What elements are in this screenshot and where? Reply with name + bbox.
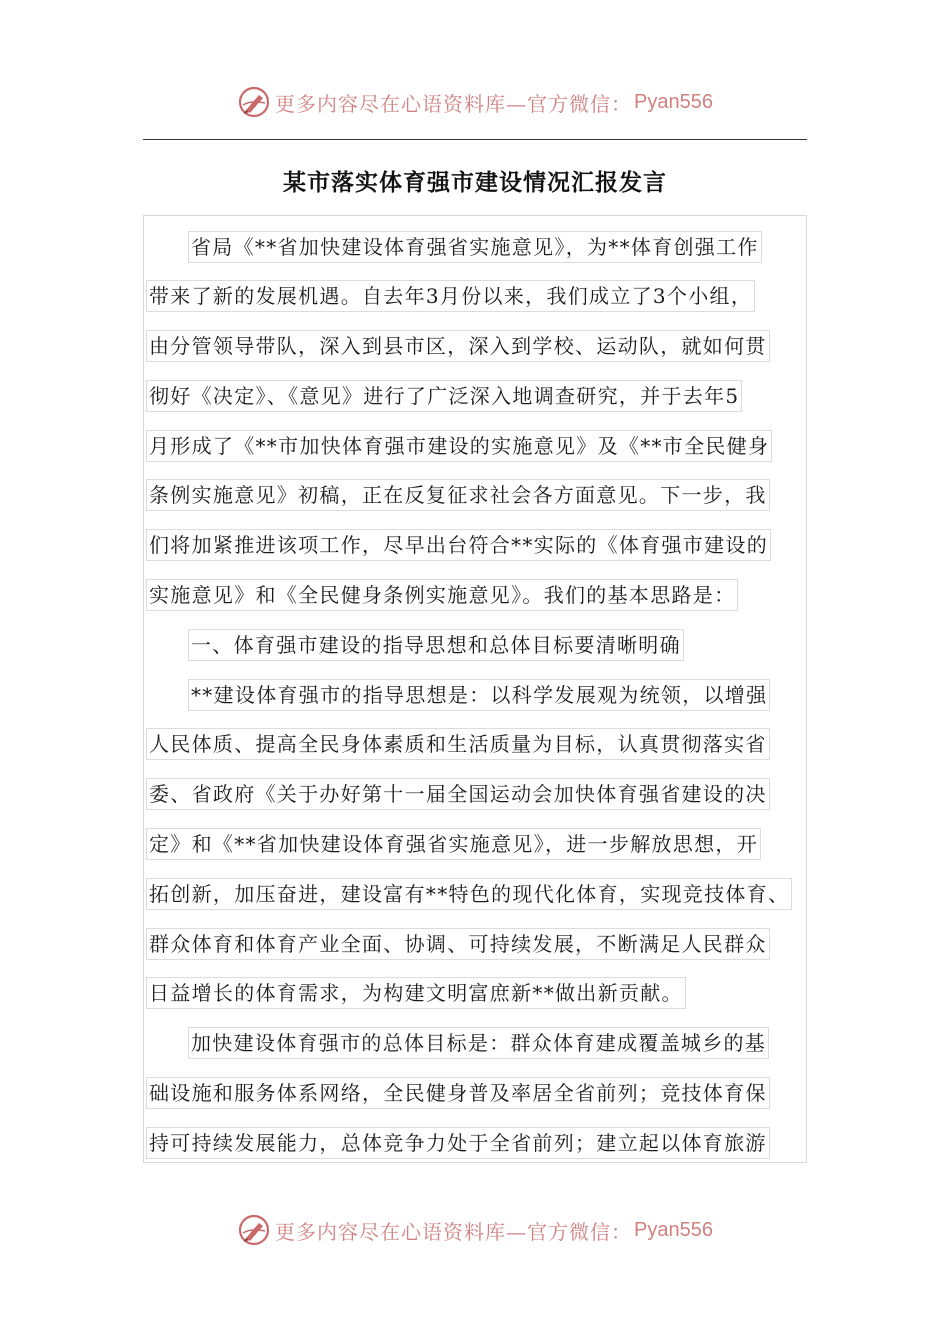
text-line-content: 定》和《**省加快建设体育强省实施意见》，进一步解放思想，开 (146, 828, 761, 860)
text-line-content: **建设体育强市的指导思想是：以科学发展观为统领，以增强 (188, 679, 770, 711)
text-line (146, 420, 806, 470)
pen-logo-icon (237, 1213, 271, 1247)
pen-logo-icon (237, 85, 271, 119)
text-line-content: 们将加紧推进该项工作，尽早出台符合**实际的《体育强市建设的 (146, 529, 771, 561)
document-title: 某市落实体育强市建设情况汇报发言 (283, 170, 667, 196)
text-line (146, 370, 806, 420)
text-line (146, 968, 806, 1018)
text-line (146, 1018, 806, 1068)
text-line (146, 570, 806, 620)
text-line (146, 221, 806, 271)
text-line-content: 实施意见》和《全民健身条例实施意见》。我们的基本思路是： (146, 579, 738, 611)
text-line (146, 1117, 806, 1167)
text-line (146, 321, 806, 371)
text-line-content: 群众体育和体育产业全面、协调、可持续发展，不断满足人民群众 (146, 928, 770, 960)
text-line-content: 彻好《决定》、《意见》进行了广泛深入地调查研究，并于去年5 (146, 380, 742, 412)
text-line-content: 人民体质、提高全民身体素质和生活质量为目标，认真贯彻落实省 (146, 728, 770, 760)
text-line-content: 持可持续发展能力，总体竞争力处于全省前列；建立起以体育旅游 (146, 1127, 770, 1159)
banner-handle: Pyan556 (634, 90, 713, 113)
text-line-content: 础设施和服务体系网络，全民健身普及率居全省前列；竞技体育保 (146, 1077, 770, 1109)
text-line (146, 719, 806, 769)
text-line (146, 1068, 806, 1118)
text-line-content: 带来了新的发展机遇。自去年3月份以来，我们成立了3个小组， (146, 280, 755, 312)
text-line (146, 271, 806, 321)
text-line-content: 月形成了《**市加快体育强市建设的实施意见》及《**市全民健身 (146, 430, 772, 462)
header-banner (0, 80, 950, 124)
banner-text: 更多内容尽在心语资料库—官方微信： (275, 1219, 633, 1244)
text-line (146, 918, 806, 968)
text-line-content: 拓创新，加压奋进，建设富有**特色的现代化体育，实现竞技体育、 (146, 878, 792, 910)
document-body (146, 221, 806, 1167)
text-line-content: 由分管领导带队，深入到县市区，深入到学校、运动队，就如何贯 (146, 330, 770, 362)
text-line-content: 条例实施意见》初稿，正在反复征求社会各方面意见。下一步，我 (146, 479, 770, 511)
text-line (146, 619, 806, 669)
footer-banner (0, 1208, 950, 1252)
text-line-content: 委、省政府《关于办好第十一届全国运动会加快体育强省建设的决 (146, 778, 770, 810)
text-line (146, 470, 806, 520)
text-line (146, 669, 806, 719)
text-line-content: 一、体育强市建设的指导思想和总体目标要清晰明确 (188, 629, 684, 661)
text-line-content: 日益增长的体育需求，为构建文明富庶新**做出新贡献。 (146, 977, 686, 1009)
banner-handle: Pyan556 (634, 1218, 713, 1241)
banner-text: 更多内容尽在心语资料库—官方微信： (275, 91, 633, 116)
text-line (146, 520, 806, 570)
text-line (146, 769, 806, 819)
text-line-content: 加快建设体育强市的总体目标是：群众体育建成覆盖城乡的基 (188, 1027, 769, 1059)
header-divider (143, 139, 807, 140)
text-line (146, 868, 806, 918)
text-line (146, 819, 806, 869)
text-line-content: 省局《**省加快建设体育强省实施意见》，为**体育创强工作 (188, 231, 762, 263)
